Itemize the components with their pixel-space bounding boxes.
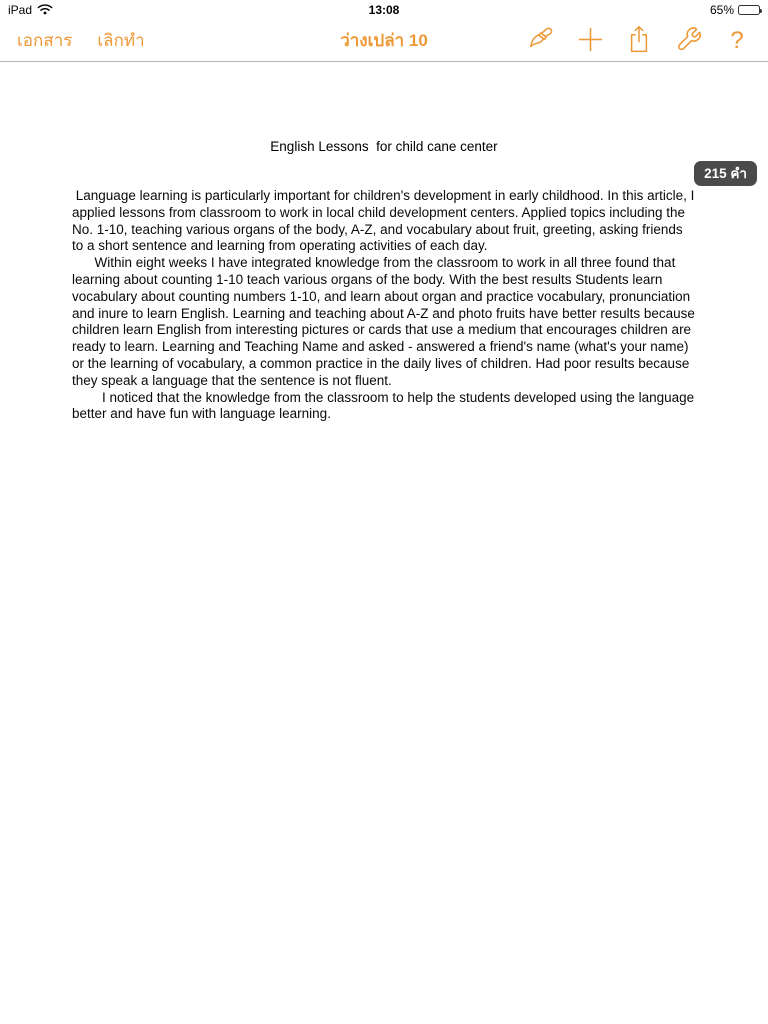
title-gap: [0, 155, 768, 188]
tools-button[interactable]: [674, 25, 702, 57]
add-button[interactable]: [576, 25, 604, 57]
wrench-icon: [675, 26, 702, 56]
essay-body: [0, 188, 768, 423]
essay-paragraph-3: I noticed that the knowledge from the classroom to help the students developed using the language better and have fun with language learning.: [72, 389, 698, 422]
question-mark-icon: ?: [730, 26, 744, 54]
status-left: [8, 3, 53, 18]
plus-icon: [578, 27, 603, 55]
status-right: [710, 3, 760, 17]
essay-paragraph-1: Language learning is particularly important for children's development in early childhood. In this article, I applied lessons from classroom to work in local child development centers. Applied topics including the No. 1-10, teaching various organs of the body, A-Z, and vocabulary about fruit, greeting, asking friends to a short sentence and learning from operating activities of each day.: [72, 188, 699, 254]
device-label: iPad: [8, 3, 33, 17]
paintbrush-icon: [526, 24, 556, 57]
document-page[interactable]: [0, 62, 768, 423]
share-icon: [627, 25, 651, 57]
share-button[interactable]: [625, 25, 653, 57]
undo-button[interactable]: เลิกทำ: [97, 27, 144, 54]
toolbar-actions: [527, 25, 751, 57]
documents-button[interactable]: เอกสาร: [17, 27, 72, 54]
format-brush-button[interactable]: [527, 25, 555, 57]
clock: 13:08: [368, 3, 400, 17]
wifi-icon: [37, 3, 53, 18]
essay-title: English Lessons for child cane center: [270, 139, 498, 154]
battery-icon: [738, 5, 760, 16]
toolbar: [0, 20, 768, 62]
battery-percent: 65%: [709, 3, 734, 17]
help-button[interactable]: [723, 25, 751, 57]
word-count-badge: 215 คำ: [694, 161, 757, 186]
status-bar: [0, 0, 768, 20]
essay-paragraph-2: Within eight weeks I have integrated knowledge from the classroom to work in all three found that learning about counting 1-10 teach various organs of the body. With the best results Students learn vocabulary about counting numbers 1-10, and learn about organ and practice vocabulary, pronunciation and inure to learn English. Learning and teaching about A-Z and photo fruits have better results because children learn English from interesting pictures or cards that use a medium that encourages children are ready to learn. Learning and Teaching Name and asked - answered a friend's name (what's your name) or the learning of vocabulary, a common practice in the daily lives of children. Had poor results because they speak a language that the sentence is not fluent.: [72, 255, 699, 388]
document-title: ว่างเปล่า 10: [340, 31, 428, 50]
